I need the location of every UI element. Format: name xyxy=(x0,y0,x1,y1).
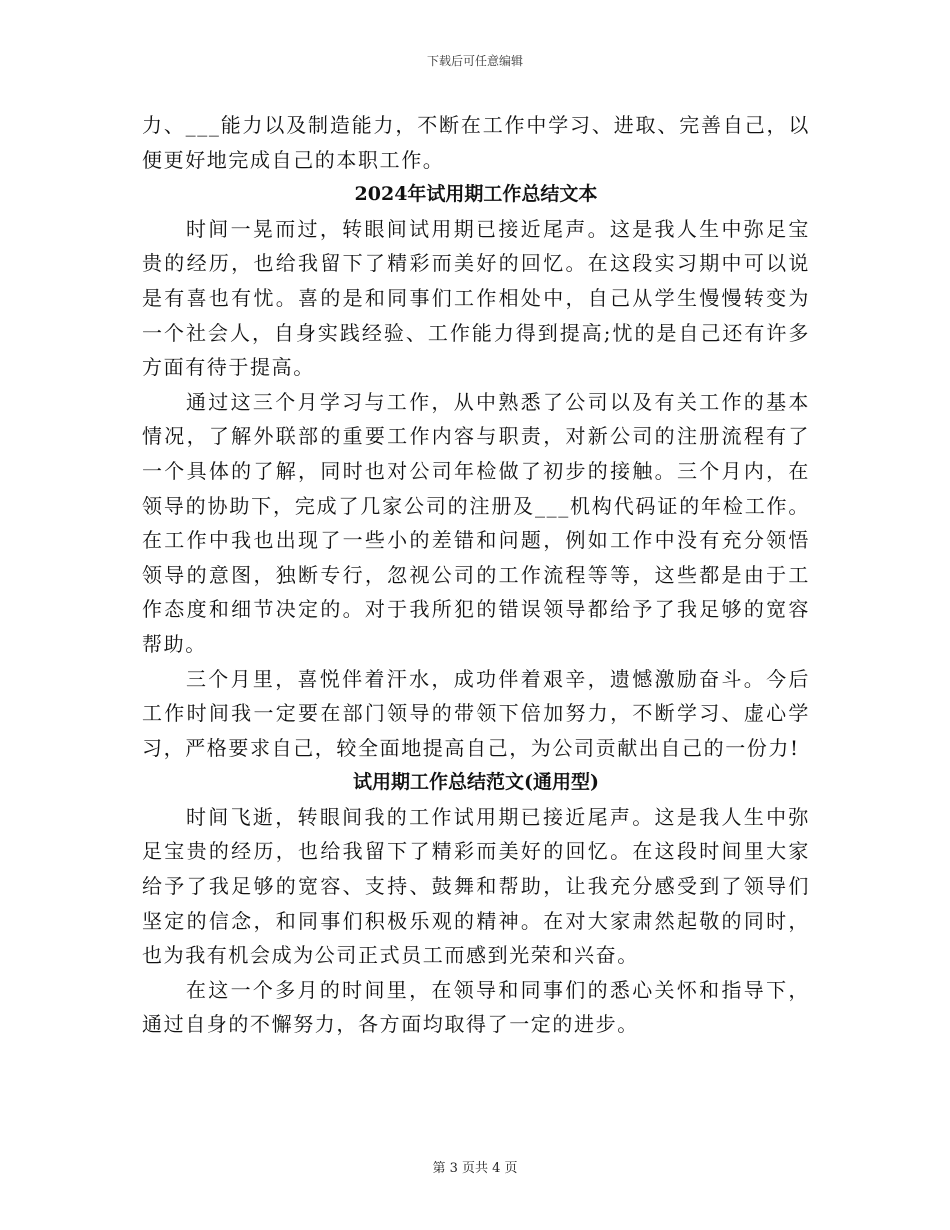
document-body xyxy=(142,108,810,1042)
continuation-paragraph: 力、___能力以及制造能力，不断在工作中学习、进取、完善自己，以便更好地完成自己的本职工作。 xyxy=(142,113,810,172)
section1-paragraph-3: 三个月里，喜悦伴着汗水，成功伴着艰辛，遗憾激励奋斗。今后工作时间我一定要在部门领导的带领下倍加努力，不断学习、虚心学习，严格要求自己，较全面地提高自己，为公司贡献出自己的一份力! xyxy=(142,666,810,760)
section1-paragraph-2: 通过这三个月学习与工作，从中熟悉了公司以及有关工作的基本情况，了解外联部的重要工作内容与职责，对新公司的注册流程有了一个具体的了解，同时也对公司年检做了初步的接触。三个月内，在领导的协助下，完成了几家公司的注册及___机构代码证的年检工作。在工作中我也出现了一些小的差错和问题，例如工作中没有充分领悟领导的意图，独断专行，忽视公司的工作流程等等，这些都是由于工作态度和细节决定的。对于我所犯的错误领导都给予了我足够的宽容帮助。 xyxy=(142,389,810,656)
section-title-1: 2024年试用期工作总结文本 xyxy=(354,183,598,206)
page-header: 下载后可任意编辑 xyxy=(426,54,523,68)
section-title-2: 试用期工作总结范文(通用型) xyxy=(353,771,599,794)
section2-paragraph-2: 在这一个多月的时间里，在领导和同事们的悉心关怀和指导下，通过自身的不懈努力，各方面均取得了一定的进步。 xyxy=(142,977,810,1037)
section2-paragraph-1: 时间飞逝，转眼间我的工作试用期已接近尾声。这是我人生中弥足宝贵的经历，也给我留下了精彩而美好的回忆。在这段时间里大家给予了我足够的宽容、支持、鼓舞和帮助，让我充分感受到了领导们坚定的信念，和同事们积极乐观的精神。在对大家肃然起敬的同时，也为我有机会成为公司正式员工而感到光荣和兴奋。 xyxy=(142,804,810,968)
section1-paragraph-1: 时间一晃而过，转眼间试用期已接近尾声。这是我人生中弥足宝贵的经历，也给我留下了精彩而美好的回忆。在这段实习期中可以说是有喜也有忧。喜的是和同事们工作相处中，自己从学生慢慢转变为一个社会人，自身实践经验、工作能力得到提高;忧的是自己还有许多方面有待于提高。 xyxy=(142,216,810,380)
page-number: 第 3 页共 4 页 xyxy=(432,1161,518,1176)
